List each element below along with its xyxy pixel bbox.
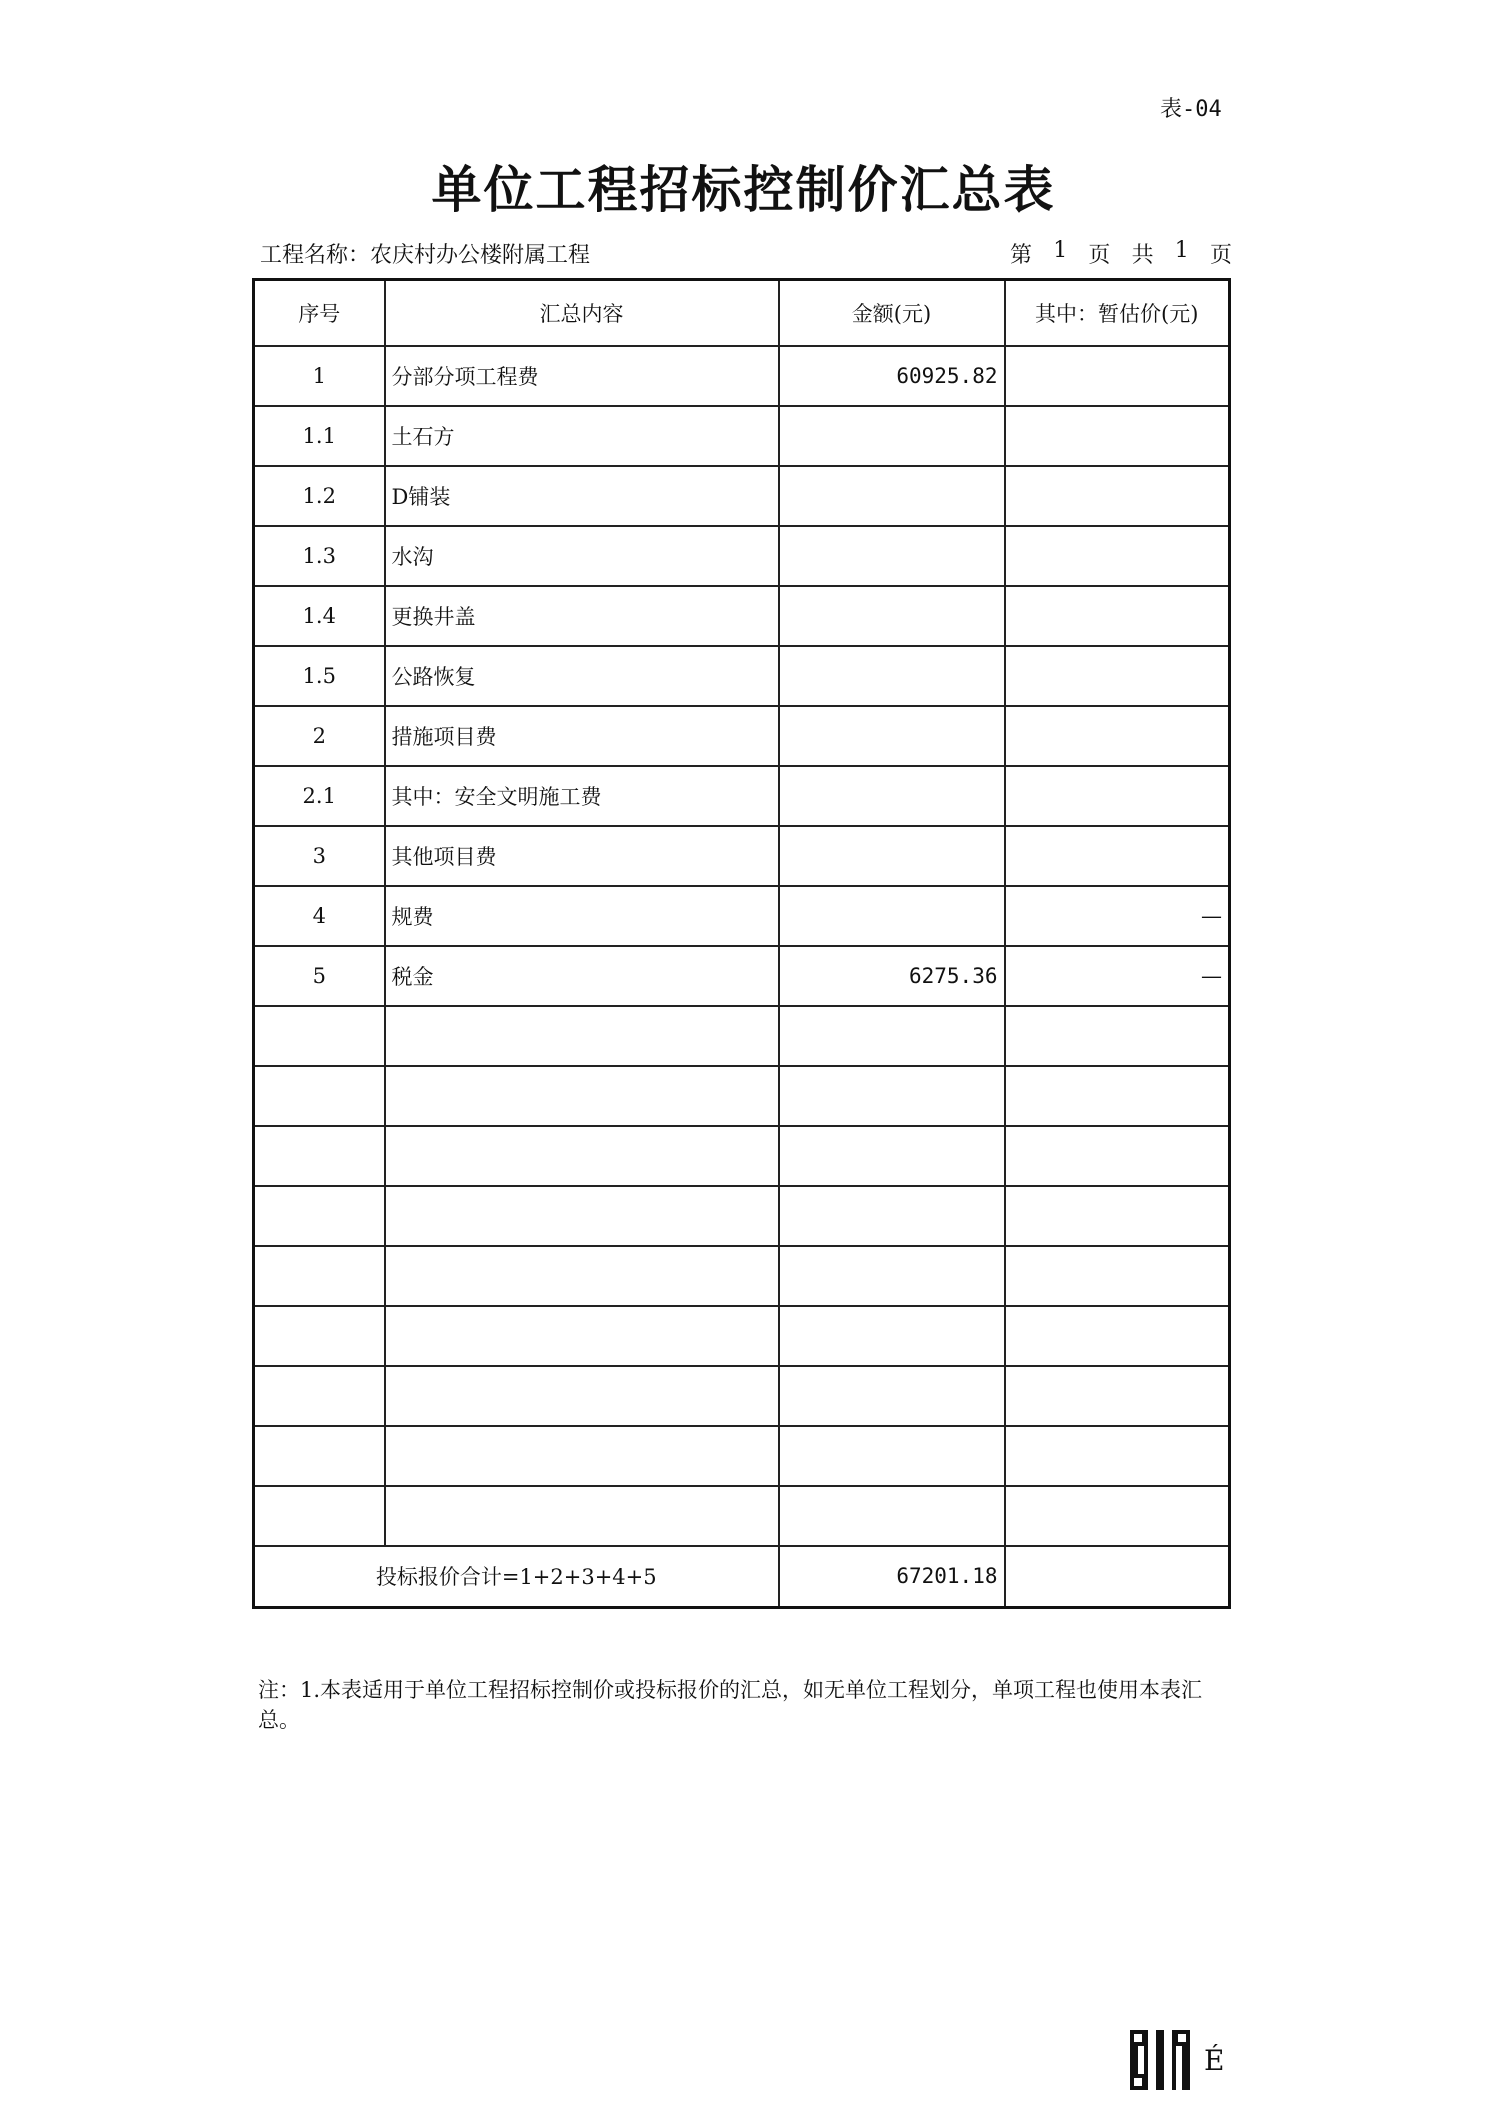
row-estimate [1005,406,1230,466]
row-number: 2 [254,706,385,766]
row-number: 2.1 [254,766,385,826]
row-number: 1.1 [254,406,385,466]
page-indicator [1010,238,1232,269]
qr-corner-icon [1174,2030,1190,2046]
table-row [254,1126,1230,1186]
row-amount [779,886,1005,946]
row-number [254,1366,385,1426]
row-number: 1 [254,346,385,406]
row-content [385,1246,779,1306]
row-amount [779,1126,1005,1186]
total-amount: 67201.18 [779,1546,1005,1608]
row-estimate [1005,346,1230,406]
table-row [254,946,1230,1006]
row-estimate: — [1005,946,1230,1006]
col-header-amount: 金额(元) [779,280,1005,346]
qr-corner-icon [1130,2074,1146,2090]
col-header-content: 汇总内容 [385,280,779,346]
table-row [254,1426,1230,1486]
row-content [385,1066,779,1126]
row-number: 1.5 [254,646,385,706]
row-estimate [1005,526,1230,586]
row-amount: 60925.82 [779,346,1005,406]
row-estimate [1005,586,1230,646]
table-row [254,766,1230,826]
document-title: 单位工程招标控制价汇总表 [431,160,1056,219]
row-estimate [1005,1486,1230,1546]
row-estimate [1005,1306,1230,1366]
total-row [254,1546,1230,1608]
table-note: 注：1.本表适用于单位工程招标控制价或投标报价的汇总，如无单位工程划分，单项工程也使用本表汇总。 [258,1678,1203,1732]
row-number [254,1126,385,1186]
table-row [254,526,1230,586]
total-estimate [1005,1546,1230,1608]
row-estimate [1005,1186,1230,1246]
table-row [254,1306,1230,1366]
row-content: 水沟 [385,526,779,586]
project-name: 工程名称：农庆村办公楼附属工程 [260,243,591,268]
row-number [254,1486,385,1546]
table-row [254,1006,1230,1066]
total-label: 投标报价合计=1+2+3+4+5 [254,1546,779,1608]
footer-mark: É [1204,2044,1225,2077]
row-content [385,1306,779,1366]
row-content: 措施项目费 [385,706,779,766]
row-estimate [1005,826,1230,886]
table-body [254,346,1230,1546]
row-number [254,1006,385,1066]
row-amount: 6275.36 [779,946,1005,1006]
row-content [385,1126,779,1186]
row-content: 更换井盖 [385,586,779,646]
page-word-2: 页 [1088,243,1111,268]
row-amount [779,526,1005,586]
table-row [254,646,1230,706]
row-amount [779,646,1005,706]
page-total: 1 [1174,238,1189,263]
row-number: 1.3 [254,526,385,586]
table-row [254,1246,1230,1306]
row-estimate: — [1005,886,1230,946]
row-amount [779,1366,1005,1426]
row-content [385,1186,779,1246]
row-content: 公路恢复 [385,646,779,706]
row-number [254,1426,385,1486]
row-estimate [1005,1246,1230,1306]
row-amount [779,1426,1005,1486]
row-number: 5 [254,946,385,1006]
row-estimate [1005,1126,1230,1186]
row-content: D铺装 [385,466,779,526]
table-row [254,466,1230,526]
page-word-3: 共 [1131,243,1154,268]
row-estimate [1005,466,1230,526]
page-word-4: 页 [1209,243,1232,268]
row-content [385,1486,779,1546]
row-estimate [1005,706,1230,766]
row-amount [779,706,1005,766]
row-content: 税金 [385,946,779,1006]
row-estimate [1005,1066,1230,1126]
row-amount [779,406,1005,466]
row-number: 3 [254,826,385,886]
row-content: 土石方 [385,406,779,466]
row-number: 4 [254,886,385,946]
row-amount [779,1006,1005,1066]
row-amount [779,1486,1005,1546]
table-row [254,826,1230,886]
row-estimate [1005,1366,1230,1426]
row-content [385,1366,779,1426]
row-number [254,1306,385,1366]
row-number [254,1066,385,1126]
page-number: 1 [1053,238,1068,263]
row-number [254,1186,385,1246]
table-row [254,406,1230,466]
col-header-no: 序号 [254,280,385,346]
page-word-1: 第 [1010,243,1033,268]
table-row [254,346,1230,406]
row-content: 其他项目费 [385,826,779,886]
col-header-estimate: 其中：暂估价(元) [1005,280,1230,346]
row-estimate [1005,646,1230,706]
row-content [385,1426,779,1486]
table-header-row [254,280,1230,346]
table-row [254,706,1230,766]
table-row [254,1066,1230,1126]
row-content: 规费 [385,886,779,946]
row-content: 分部分项工程费 [385,346,779,406]
row-estimate [1005,1006,1230,1066]
row-number: 1.2 [254,466,385,526]
qr-corner-icon [1130,2030,1146,2046]
row-number [254,1246,385,1306]
row-amount [779,766,1005,826]
form-number: 表-04 [1160,97,1222,122]
table-row [254,586,1230,646]
row-amount [779,466,1005,526]
table-row [254,886,1230,946]
row-estimate [1005,1426,1230,1486]
row-amount [779,826,1005,886]
row-amount [779,1306,1005,1366]
row-content [385,1006,779,1066]
row-amount [779,1246,1005,1306]
row-amount [779,586,1005,646]
row-amount [779,1066,1005,1126]
qr-code-icon [1130,2030,1190,2090]
summary-table [252,278,1231,1609]
row-number: 1.4 [254,586,385,646]
row-estimate [1005,766,1230,826]
table-row [254,1186,1230,1246]
row-content: 其中：安全文明施工费 [385,766,779,826]
table-row [254,1486,1230,1546]
table-row [254,1366,1230,1426]
row-amount [779,1186,1005,1246]
